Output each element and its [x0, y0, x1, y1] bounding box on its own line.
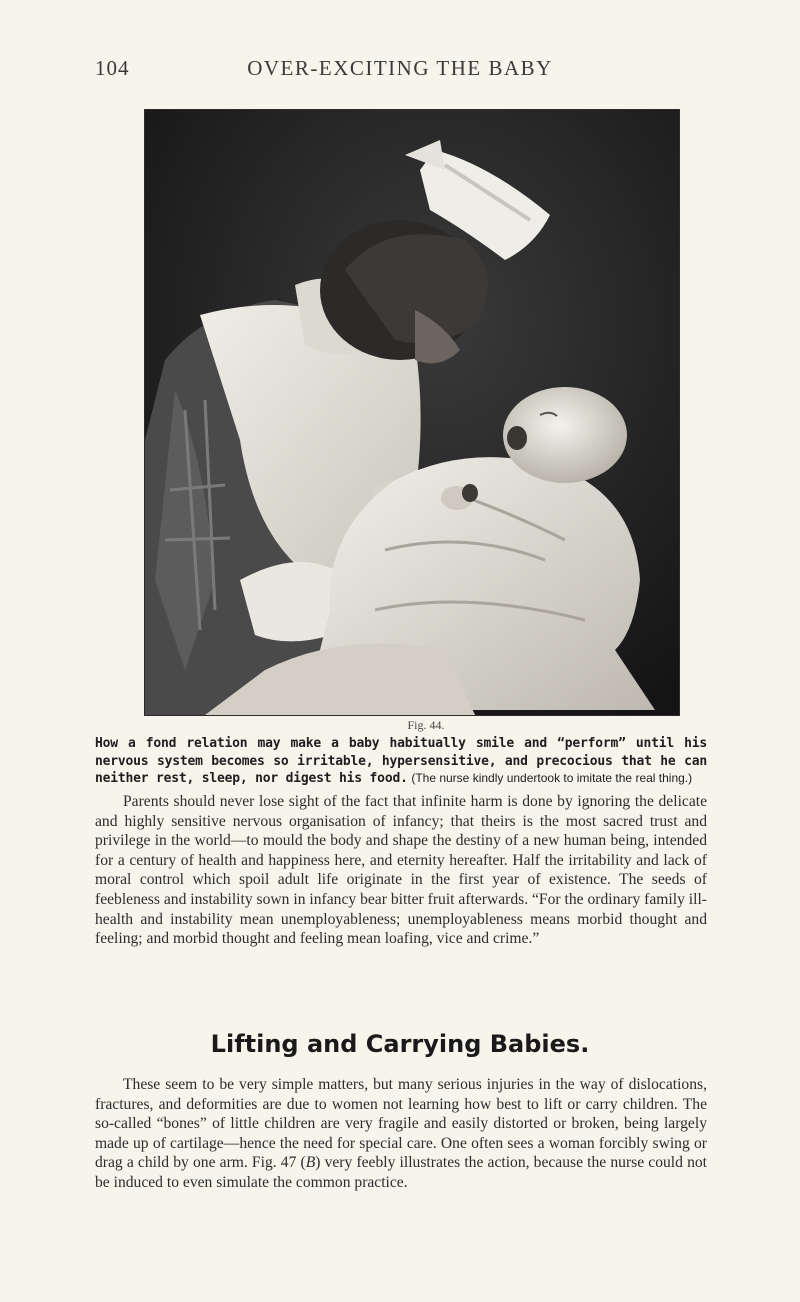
section-heading: Lifting and Carrying Babies.: [210, 1030, 590, 1058]
figure-caption: [95, 735, 707, 788]
body-paragraph: Parents should never lose sight of the fact that infinite harm is done by ignoring the delicate and highly sensitive nervous organisation of infancy; that theirs is the most sacred trust and privilege in the world—to mould the body and shape the destiny of a new human being, intended for a century of health and happiness here, and eternity hereafter. Half the irritability and lack of moral control which spoil adult life originate in the first year of existence. The seeds of feebleness and instability sown in infancy bear bitter fruit afterwards. “For the ordinary family ill-health and instability mean unemployableness; unemployableness means morbid thought and feeling; and morbid thought and feeling mean loafing, vice and crime.”: [95, 793, 707, 948]
caption-note: (The nurse kindly undertook to imitate the real thing.): [411, 771, 693, 785]
section-paragraph-start: These seem to be very simple matters, but many serious injuries in the way of dislocations, fractures, and deformities are due to women not learning how best to lift or carry children. The so-called “bones” of little children are very fragile and easily distorted or broken, being largely made up of cartilage—hence the need for special care. One often sees a woman forcibly swing or drag a child by one arm. Fig. 47 (: [95, 1076, 707, 1172]
running-head: OVER-EXCITING THE BABY: [247, 56, 553, 80]
figure-label: Fig. 44.: [407, 718, 445, 732]
caption-main: How a fond relation may make a baby habitually smile and “perform” until his nervous system becomes so irritable, hypersensitive, and precocious that he can neither rest, sleep, nor digest his food.: [95, 736, 707, 786]
section-paragraph-end: ) very feebly illustrates the action, because the nurse could not be induced to even simulate the common practice.: [95, 1154, 707, 1191]
figure-photo: [145, 110, 679, 715]
section-paragraph: [95, 1075, 707, 1193]
figure-reference: B: [305, 1154, 316, 1172]
page-number: 104: [95, 56, 130, 80]
